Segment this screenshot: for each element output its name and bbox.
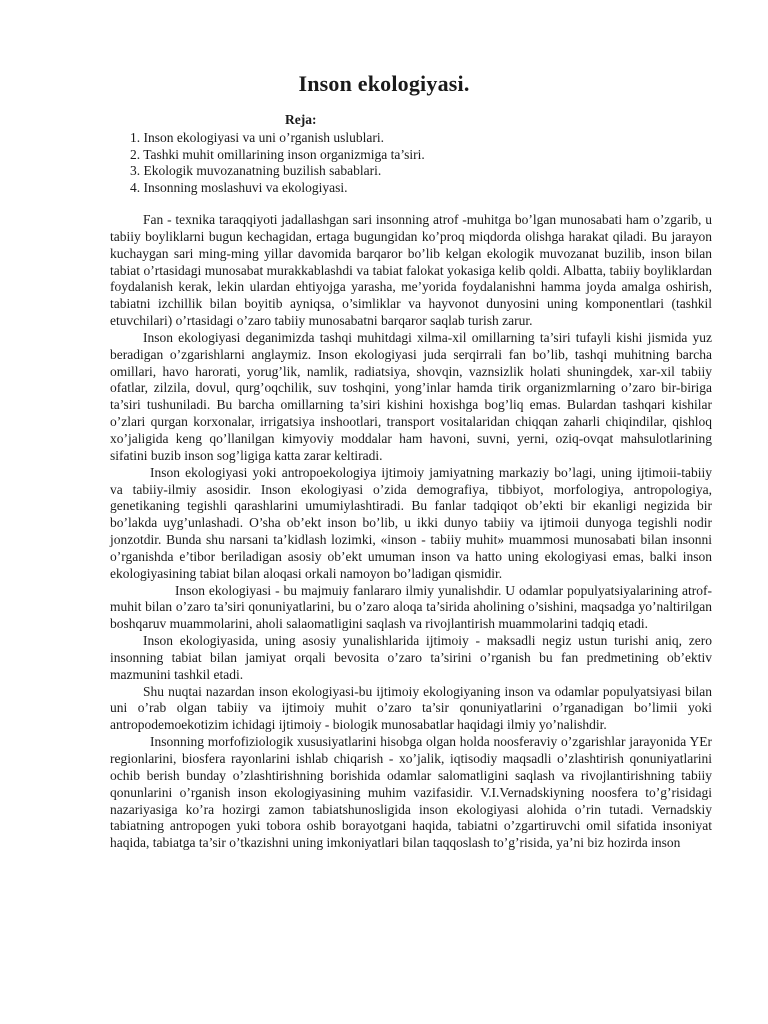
paragraph: Shu nuqtai nazardan inson ekologiyasi-bu ijtimoiy ekologiyaning inson va odamlar populyatsiyasi bilan uni o’rab olgan tabiiy va ijtimoiy muhit o’zaro ta’sir qonuniyatlarini o’rganadigan bo’limii yoki antropodemoekotizim ichidagi ijtimoiy - biologik munosabatlar haqidagi ilmiy yo’nalishdir. xyxy=(110,683,712,733)
plan-item: 2. Tashki muhit omillarining inson organizmiga ta’siri. xyxy=(130,146,425,162)
paragraph: Inson ekologiyasi - bu majmuiy fanlararo ilmiy yunalishdir. U odamlar populyatsiyalarining atrof-muhit bilan o’zaro ta’siri qonuniyatlarini, bu o’zaro aloqa ta’sirida aholining o’sishini, maqsadga yo’naltirilgan boshqaruv muammolarini, aholi salaomatligini saqlash va rivojlantirish muammolarini tadqiq etadi. xyxy=(110,582,712,632)
plan-item: 1. Inson ekologiyasi va uni o’rganish uslublari. xyxy=(130,130,384,145)
body-text xyxy=(110,212,712,852)
plan-heading: Reja: xyxy=(285,112,317,127)
document-title: Inson ekologiyasi. xyxy=(298,71,470,96)
plan-list xyxy=(130,130,425,196)
paragraph: Insonning morfofiziologik xususiyatlarini hisobga olgan holda noosferaviy o’zgarishlar jarayonida YEr regionlarini, biosfera rayonlarini ishlab chiqarish - xo’jalik, iqtisodiy maqsadli o’zlashtirish qonuniyatlarini ochib berish bunday o’zlashtirishning borishida odamlar salomatligini saqlash va rivojlantirishning tabiiy qonunlarini o’rganish inson ekologiyasining muhim vazifasidir. V.I.Vernadskiyning noosfera to’g’risidagi nazariyasiga ko’ra hozirgi zamon tabiatshunosligida inson ekologiyasi alohida o’rin tutadi. Vernadskiy tabiatning antropogen yuki tobora oshib borayotgani haqida, tabiatni o’zgartiruvchi omil sifatida insoniyat haqida, tabiatga ta’sir o’tkazishni uning imkoniyatlari bilan taqqoslash to’g’risida, ya’ni biz hozirda inson xyxy=(110,734,712,851)
paragraph: Inson ekologiyasi yoki antropoekologiya ijtimoiy jamiyatning markaziy bo’lagi, uning ijtimoii-tabiiy va tabiiy-ilmiy asosidir. Inson ekologiyasi o’zida demografiya, tibbiyot, morfologiya, antropologiya, genetikaning tegishli qarashlarini umumiylashtiradi. Bu fanlar tadqiqot ob’ekti bir ekanligi negizida bir bo’lakda uyg’unlashadi. O’sha ob’ekt inson bo’lib, u ikki dunyo tabiiy va ijtimoii dunyoga tegishli nodir jonzotdir. Bunda shu narsani ta’kidlash lozimki, «inson - tabiiy muhit» muammosi munosabati bilan insonni o’rganishda e’tibor beriladigan asosiy ob’ekt umuman inson va hatto uning ekologiyasi emas, balki inson ekologiyasining tabiat bilan aloqasi orkali namoyon bo’ladigan qismidir. xyxy=(110,464,712,581)
plan-item: 4. Insonning moslashuvi va ekologiyasi. xyxy=(130,179,348,195)
paragraph: Fan - texnika taraqqiyoti jadallashgan sari insonning atrof -muhitga bo’lgan munosabati ham o’zgarib, u tabiiy boyliklarni bugun kechagidan, ertaga bugungidan ko’proq miqdorda olishga harakat qiladi. Bu jarayon kuchaygan sari ming-ming yillar davomida barqaror bo’lib kelgan ekologik muvozanat buzilib, inson bilan tabiat o’rtasidagi munosabat murakkablashdi va tabiat falokat yokasiga kelib qoldi. Albatta, tabiiy boyliklardan foydalanish kerak, lekin ulardan ehtiyojga yarasha, me’yorida foydalanishni hamma joyda amalga oshirish, tabiatni izchillik bilan boyitib ayniqsa, o’simliklar va hayvonot dunyosini uning komponentlari (tashkil etuvchilari) o’rtasidagi o’zaro tabiiy munosabatni barqaror saqlab turish zarur. xyxy=(110,212,712,329)
paragraph: Inson ekologiyasida, uning asosiy yunalishlarida ijtimoiy - maksadli negiz ustun turishi aniq, zero insonning tabiat bilan jamiyat orqali bevosita o’zaro ta’sirini o’rganish bu fan predmetining ob’ektiv mazmunini tashkil etadi. xyxy=(110,633,712,682)
plan-item: 3. Ekologik muvozanatning buzilish sabablari. xyxy=(130,163,382,179)
paragraph: Inson ekologiyasi deganimizda tashqi muhitdagi xilma-xil omillarning ta’siri tufayli kishi jismida yuz beradigan o’zgarishlarni anglaymiz. Inson ekologiyasi juda serqirrali fan bo’lib, tashqi muhitning barcha omillari, havo harorati, yorug’lik, namlik, radiatsiya, shovqin, vaznsizlik holati shuningdek, xar-xil tabiiy ofatlar, zilzila, dovul, qurg’oqchilik, suv toshqini, yong’inlar hamda tirik organizmlarning o’zaro bir-biriga ta’siri tushuniladi. Bu barcha omillarning ta’siri kishini hoxishga bog’liq emas. Bulardan tashqari kishilar o’zlari qurgan korxonalar, irrigatsiya inshootlari, transport vositalaridan chiqqan zaharli chiqindilar, qishloq xo’jaligida keng qo’llanilgan kimyoviy moddalar ham havoni, suvni, yerni, oziq-ovqat mahsulotlarining sifatini buzib inson sog’ligiga katta zarar keltiradi. xyxy=(110,329,712,463)
